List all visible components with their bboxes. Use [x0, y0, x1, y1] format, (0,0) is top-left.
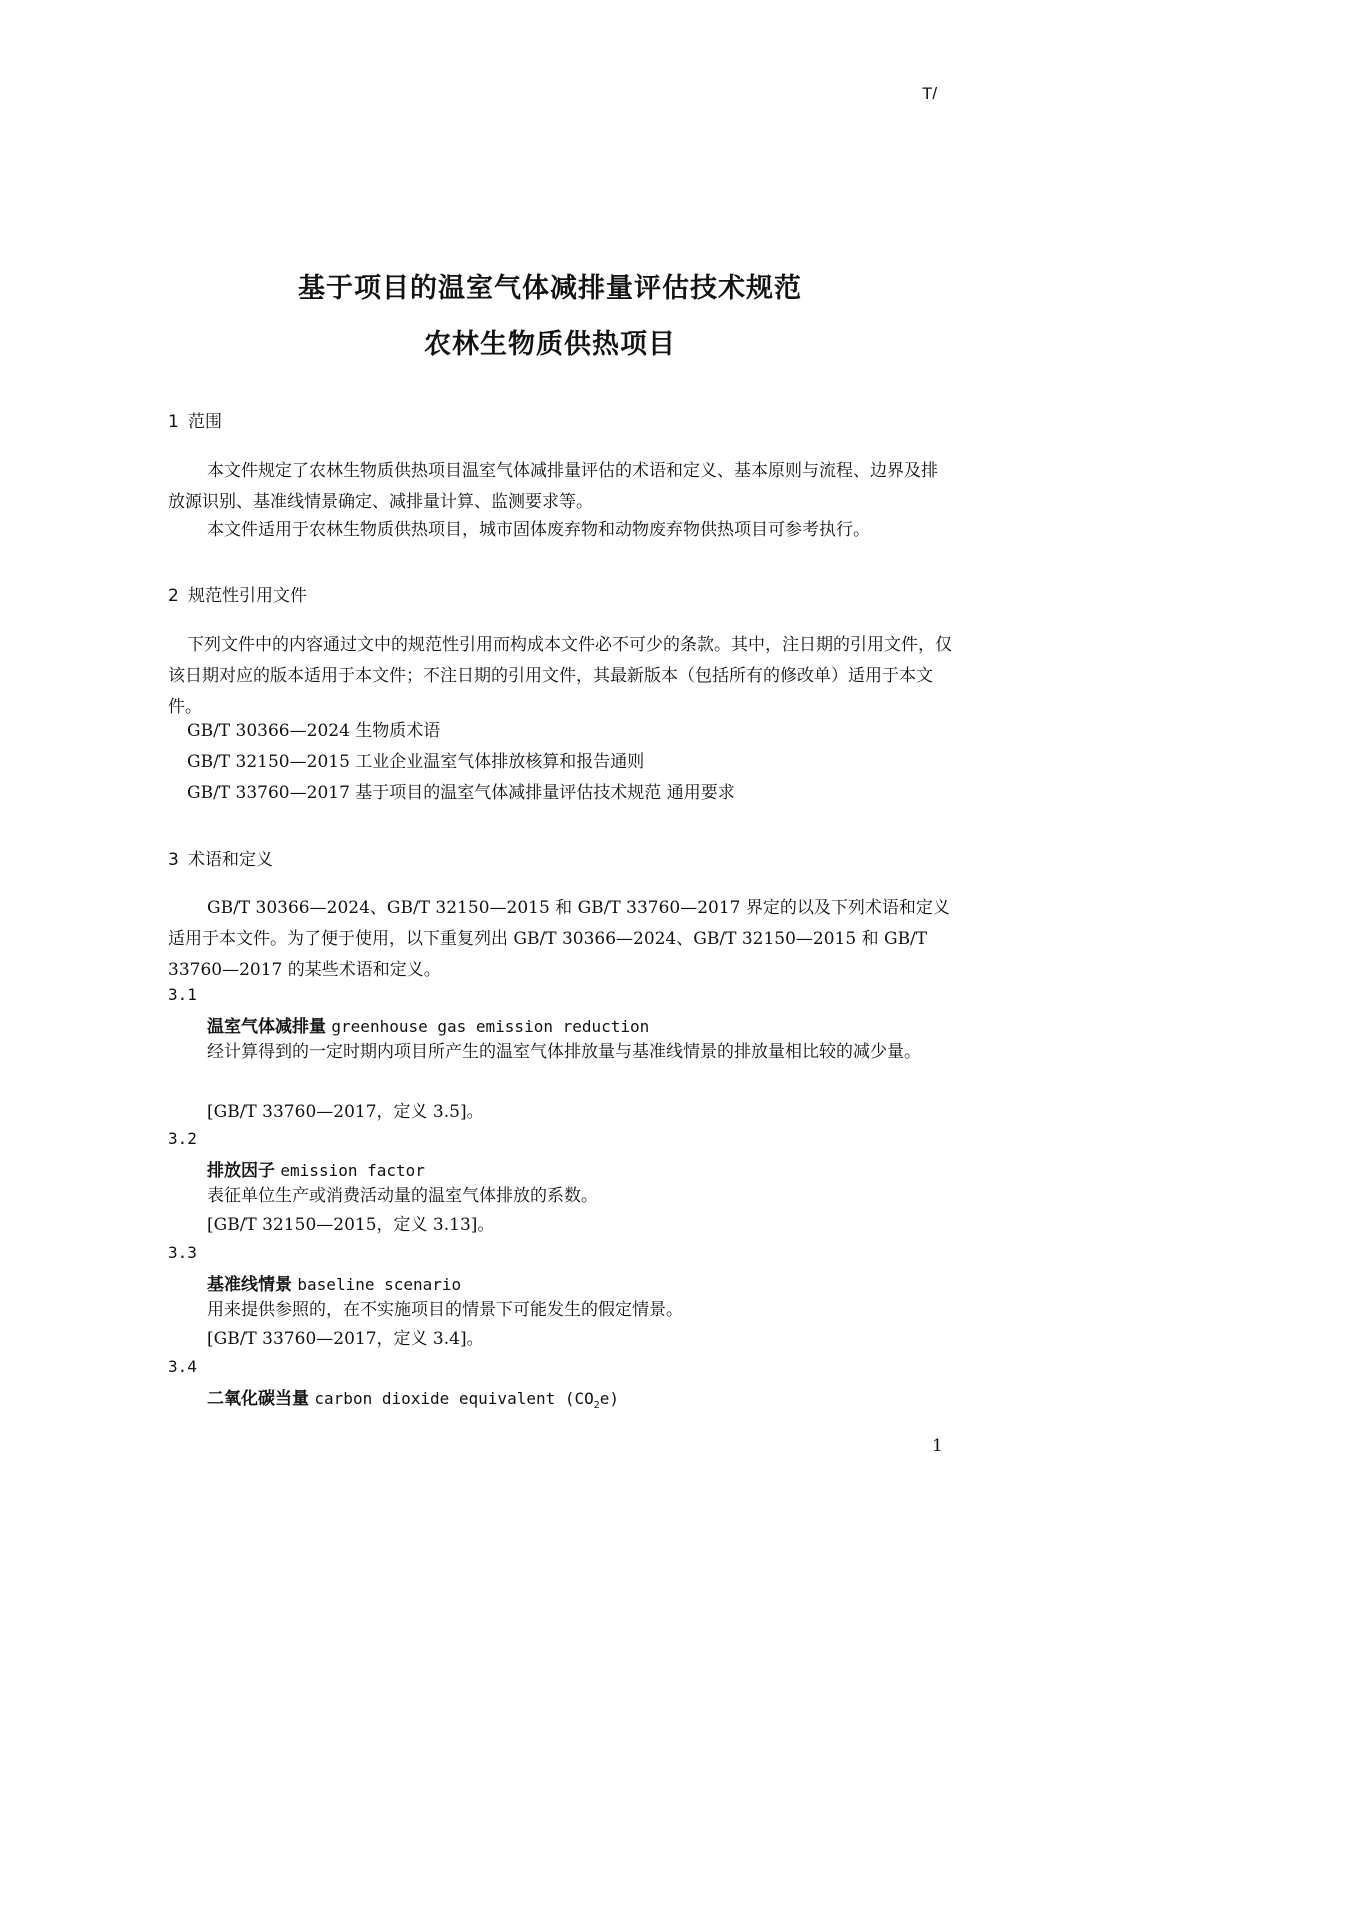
term-en: greenhouse gas emission reduction [331, 1017, 650, 1036]
term-en: baseline scenario [297, 1275, 462, 1294]
page-number: 1 [932, 1436, 943, 1456]
section-number: 3 [168, 850, 179, 870]
clause-number: 3.1 [168, 985, 197, 1004]
term-cn: 温室气体减排量 [207, 1017, 326, 1037]
term-en: carbon dioxide equivalent $(CO_2e)$ [314, 1389, 620, 1412]
paragraph: 本文件适用于农林生物质供热项目，城市固体废弃物和动物废弃物供热项目可参考执行。 [207, 520, 870, 540]
section-title: 规范性引用文件 [188, 586, 307, 606]
reference-item: GB/T 30366—2024 生物质术语 [187, 721, 441, 741]
term-cn: 基准线情景 [207, 1275, 292, 1295]
term-definition: 经计算得到的一定时期内项目所产生的温室气体排放量与基准线情景的排放量相比较的减少量。 [207, 1042, 921, 1062]
section-number: 2 [168, 586, 179, 606]
document-title: 基于项目的温室气体减排量评估技术规范 [298, 273, 802, 304]
paragraph: GB/T 30366—2024、GB/T 32150—2015 和 GB/T 33760—2017 界定的以及下列术语和定义适用于本文件。为了便于使用，以下重复列出 GB/T 30366—2024、GB/T 32150—2015 和 GB/T 33760—2017 的某些术语和定义。 [168, 898, 950, 980]
section-heading-terms [168, 845, 273, 870]
clause-number: 3.3 [168, 1243, 197, 1262]
term-source: [GB/T 33760—2017，定义 3.4]。 [207, 1329, 484, 1349]
document-subtitle: 农林生物质供热项目 [424, 329, 676, 360]
section-number: 1 [168, 412, 179, 432]
clause-number: 3.2 [168, 1129, 197, 1148]
term-entry [207, 1384, 619, 1411]
term-entry [207, 1012, 649, 1037]
term-entry [207, 1270, 461, 1295]
term-cn: 排放因子 [207, 1161, 275, 1181]
clause-number: 3.4 [168, 1357, 197, 1376]
document-code: T/ [922, 84, 938, 103]
section-title: 范围 [188, 412, 222, 432]
paragraph: 下列文件中的内容通过文中的规范性引用而构成本文件必不可少的条款。其中，注日期的引用文件，仅该日期对应的版本适用于本文件；不注日期的引用文件，其最新版本（包括所有的修改单）适用于本文件。 [168, 635, 952, 717]
term-definition: 表征单位生产或消费活动量的温室气体排放的系数。 [207, 1186, 598, 1206]
reference-item: GB/T 32150—2015 工业企业温室气体排放核算和报告通则 [187, 752, 645, 772]
term-en: emission factor [280, 1161, 425, 1180]
paragraph: 本文件规定了农林生物质供热项目温室气体减排量评估的术语和定义、基本原则与流程、边界及排放源识别、基准线情景确定、减排量计算、监测要求等。 [168, 461, 938, 512]
term-source: [GB/T 32150—2015，定义 3.13]。 [207, 1215, 495, 1235]
term-source: [GB/T 33760—2017，定义 3.5]。 [207, 1102, 484, 1122]
term-cn: 二氧化碳当量 [207, 1389, 309, 1409]
section-heading-scope [168, 407, 222, 432]
reference-item: GB/T 33760—2017 基于项目的温室气体减排量评估技术规范 通用要求 [187, 783, 735, 803]
section-heading-normative-references [168, 581, 307, 606]
term-entry [207, 1156, 425, 1181]
section-title: 术语和定义 [188, 850, 273, 870]
term-definition: 用来提供参照的，在不实施项目的情景下可能发生的假定情景。 [207, 1300, 683, 1320]
